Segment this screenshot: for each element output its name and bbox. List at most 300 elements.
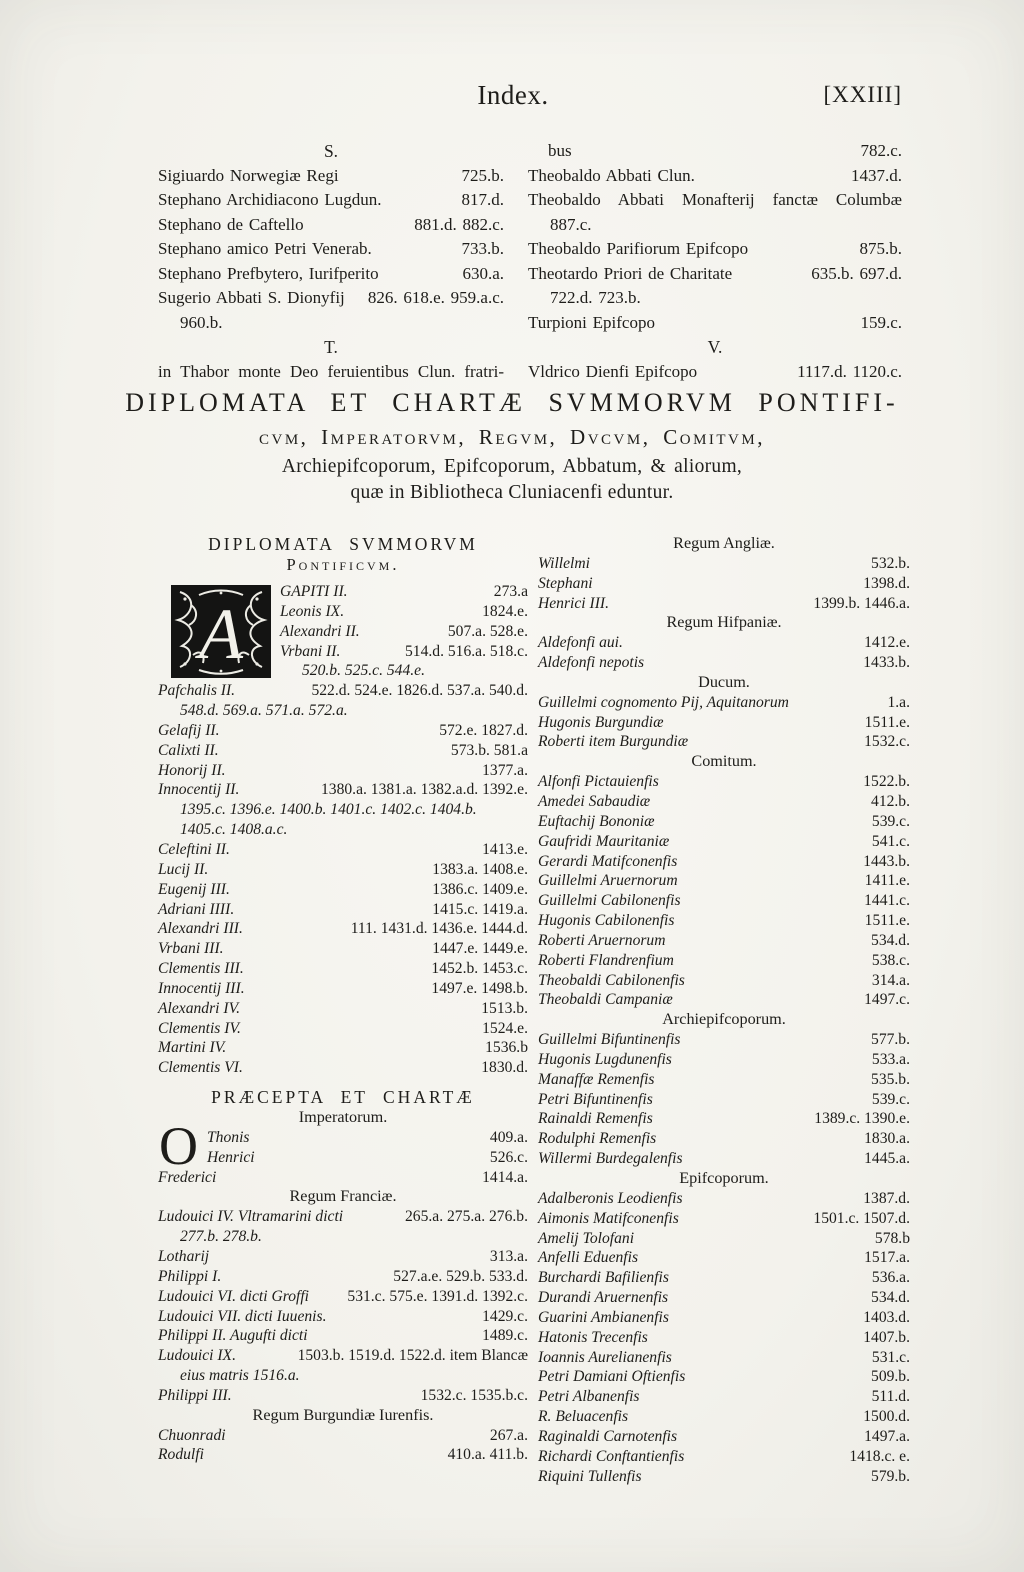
entry-refs: 314.a. — [871, 971, 910, 989]
index-entry — [538, 1387, 910, 1407]
entry-refs: 1501.c. 1507.d. — [813, 1209, 910, 1227]
entry-refs: 1.a. — [887, 693, 910, 711]
index-entry — [158, 286, 504, 311]
entry-name: Vrbani III. — [158, 940, 224, 958]
entry-refs: 1117.d. 1120.c. — [797, 361, 902, 381]
entry-refs: 875.b. — [859, 239, 902, 258]
index-entry — [538, 633, 910, 653]
entry-name: Hugonis Lugdunenfis — [538, 1050, 672, 1068]
entry-name: Amedei Sabaudiæ — [538, 792, 651, 810]
top-index-right-column — [528, 139, 902, 384]
index-entry — [538, 1209, 910, 1229]
index-entry — [538, 554, 910, 574]
entry-name: Guillelmi Bifuntinenfis — [538, 1031, 681, 1049]
entry-name: Petri Damiani Oftienfis — [538, 1368, 686, 1386]
index-entry — [158, 237, 504, 262]
entry-name: Stephano de Caftello — [158, 214, 304, 234]
entry-name: Ludouici IV. Vltramarini dicti — [158, 1208, 344, 1226]
entry-name: Henrici III. — [538, 594, 610, 612]
entry-name: Turpioni Epifcopo — [528, 312, 655, 332]
entry-name: Alexandri IV. — [158, 999, 240, 1017]
group-heading: Ducum. — [698, 672, 750, 691]
entry-refs: 273.a — [493, 583, 528, 600]
index-entry — [158, 1019, 528, 1039]
entry-name: Ludouici VI. dicti Groffi — [158, 1287, 310, 1305]
entry-refs: 1536.b — [485, 1039, 528, 1057]
index-entry — [538, 931, 910, 951]
entry-name: Hatonis Trecenfis — [538, 1328, 648, 1346]
entry-continuation-text: 277.b. 278.b. — [180, 1228, 262, 1246]
entry-refs: 509.b. — [871, 1368, 910, 1386]
entry-refs: 817.d. — [461, 190, 504, 209]
top-index-section — [158, 139, 902, 384]
index-entry — [158, 1287, 528, 1307]
entry-name: Roberti Flandrenfium — [538, 951, 674, 969]
entry-refs: 532.b. — [871, 554, 910, 572]
entry-name: Martini IV. — [158, 1039, 227, 1057]
entry-continuation-line — [528, 213, 902, 238]
entry-refs: 1387.d. — [863, 1189, 910, 1207]
entry-refs: 539.c. — [871, 1090, 910, 1108]
index-entry — [538, 951, 910, 971]
large-initial-block — [158, 1128, 528, 1168]
entry-continuation-text: 960.b. — [180, 312, 223, 332]
entry-refs: 538.c. — [871, 951, 910, 969]
entry-refs: 1511.e. — [864, 912, 910, 930]
entry-refs: 1399.b. 1446.a. — [813, 594, 910, 612]
index-entry — [538, 1407, 910, 1427]
entry-refs: 881.d. 882.c. — [414, 214, 504, 234]
index-entry — [158, 1207, 528, 1227]
entry-name: Chuonradi — [158, 1426, 226, 1444]
entry-name: Richardi Conftantienfis — [538, 1447, 685, 1465]
entry-name: Eugenij III. — [158, 880, 230, 898]
entry-name: Philippi III. — [158, 1386, 232, 1404]
index-entry — [158, 840, 528, 860]
entry-continuation-text: 887.c. — [550, 214, 592, 234]
index-entry — [538, 852, 910, 872]
entry-refs: 1500.d. — [863, 1408, 910, 1426]
entry-name: Euftachij Bononiæ — [538, 812, 655, 830]
ornate-initial-block — [158, 582, 528, 681]
entry-refs: 514.d. 516.a. 518.c. — [405, 642, 528, 660]
main-heading-line-2: cvm, Imperatorvm, Regvm, Dvcvm, Comitvm, — [259, 425, 765, 449]
section-heading: DIPLOMATA SVMMORVM — [208, 534, 478, 554]
entry-refs: 1513.b. — [481, 999, 528, 1017]
entry-name: Hugonis Burgundiæ — [538, 713, 664, 731]
alphabet-section-letter: S. — [323, 141, 339, 161]
entry-name: Celeftini II. — [158, 840, 230, 858]
index-entry — [538, 1268, 910, 1288]
group-heading: Comitum. — [691, 752, 757, 771]
entry-name: Riquini Tullenfis — [538, 1467, 642, 1485]
entry-name: Honorij II. — [158, 761, 226, 779]
entry-refs: 1497.c. — [864, 991, 910, 1009]
entry-refs: 159.c. — [860, 312, 902, 332]
entry-name: Stephano amico Petri Venerab. — [158, 239, 372, 258]
catalog-right-column — [538, 534, 910, 1487]
index-entry — [538, 1129, 910, 1149]
main-heading-line-3: Archiepifcoporum, Epifcoporum, Abbatum, & aliorum, — [281, 456, 743, 477]
page-number: [XXIII] — [823, 82, 902, 107]
entry-refs: 313.a. — [489, 1248, 528, 1265]
index-entry — [528, 360, 902, 385]
entry-continuation-line — [158, 800, 528, 820]
entry-name: Innocentij II. — [158, 781, 240, 799]
entry-refs: 1377.a. — [482, 761, 528, 779]
entry-name: Gelafij II. — [158, 721, 220, 739]
entry-name: Clementis III. — [158, 960, 244, 978]
entry-name: Lucij II. — [158, 860, 209, 878]
index-entry — [538, 1030, 910, 1050]
index-entry — [158, 164, 504, 189]
index-entry — [538, 1367, 910, 1387]
entry-refs: 1380.a. 1381.a. 1382.a.d. 1392.e. — [320, 781, 528, 799]
group-heading: Epifcoporum. — [679, 1169, 769, 1187]
index-entry — [538, 911, 910, 931]
index-entry — [158, 1445, 528, 1465]
index-entry — [528, 311, 902, 336]
entry-refs: 1411.e. — [864, 872, 910, 890]
entry-name: Theobaldo Parifiorum Epifcopo — [528, 239, 749, 258]
index-entry — [538, 990, 910, 1010]
index-entry — [538, 1229, 910, 1249]
index-entry — [158, 1426, 528, 1446]
entry-refs: 1414.a. — [482, 1168, 528, 1186]
entry-refs: 1517.a. — [864, 1249, 910, 1267]
main-heading-line-4: quæ in Bibliotheca Cluniacenfi eduntur. — [350, 482, 674, 503]
entry-name: Manaffæ Remenfis — [538, 1070, 655, 1088]
index-entry — [538, 1050, 910, 1070]
index-entry — [538, 891, 910, 911]
index-entry — [158, 780, 528, 800]
index-entry — [207, 1148, 528, 1168]
entry-name: Pafchalis II. — [158, 682, 236, 700]
entry-name: Aimonis Matifconenfis — [538, 1209, 679, 1227]
entry-refs: 1447.e. 1449.e. — [432, 940, 528, 958]
index-entry — [158, 721, 528, 741]
entry-refs: 1418.c. e. — [849, 1447, 910, 1465]
entry-refs: 527.a.e. 529.b. 533.d. — [393, 1267, 528, 1285]
entry-refs: 1443.b. — [863, 852, 910, 870]
index-entry — [528, 139, 902, 164]
entry-name: Lotharij — [158, 1248, 210, 1265]
index-entry — [158, 761, 528, 781]
entry-refs: 511.d. — [871, 1388, 910, 1406]
index-entry — [528, 237, 902, 262]
entry-refs: 1532.c. 1535.b.c. — [420, 1386, 528, 1404]
entry-refs: 1489.c. — [482, 1327, 528, 1345]
index-entry — [158, 939, 528, 959]
entry-name: Vldrico Dienfi Epifcopo — [528, 361, 698, 381]
entry-name: Amelij Tolofani — [538, 1229, 635, 1247]
index-entry — [538, 812, 910, 832]
entry-continuation-line — [158, 820, 528, 840]
entry-refs: 1398.d. — [863, 574, 910, 592]
index-entry-full-line: in Thabor monte Deo feruientibus Clun. fratri- — [158, 361, 504, 381]
entry-name: Calixti II. — [158, 741, 219, 759]
index-entry — [158, 1038, 528, 1058]
entry-refs: 534.d. — [871, 1289, 910, 1307]
entry-refs: 526.c. — [489, 1148, 528, 1166]
entry-name: bus — [548, 141, 572, 160]
entry-name: Theobaldi Campaniæ — [538, 991, 673, 1009]
index-entry — [158, 979, 528, 999]
entry-continuation-text: 520.b. 525.c. 544.e. — [302, 662, 425, 680]
index-entry — [538, 792, 910, 812]
entry-name: Vrbani II. — [280, 642, 341, 660]
index-entry — [538, 1308, 910, 1328]
entry-continuation-text: eius matris 1516.a. — [180, 1367, 300, 1385]
entry-continuation-line — [158, 311, 504, 336]
index-entry — [158, 1058, 528, 1078]
index-entry — [538, 832, 910, 852]
index-entry — [528, 262, 902, 287]
index-entry — [538, 1109, 910, 1129]
catalog-section — [158, 534, 910, 1487]
entry-refs: 579.b. — [871, 1467, 910, 1485]
entry-name: Henrici — [207, 1148, 255, 1166]
entry-refs: 1830.a. — [864, 1130, 910, 1148]
index-entry — [158, 1386, 528, 1406]
entry-continuation-line — [280, 661, 528, 681]
index-entry — [538, 713, 910, 733]
entry-continuation-text: 722.d. 723.b. — [550, 288, 641, 307]
index-entry — [280, 582, 528, 602]
entry-continuation-text: 1405.c. 1408.a.c. — [180, 821, 288, 839]
entry-name: Sigiuardo Norwegiæ Regi — [158, 165, 339, 185]
entry-name: Stephani — [538, 574, 593, 592]
index-entry — [158, 262, 504, 287]
entry-name: Frederici — [158, 1168, 217, 1186]
section-heading: PRÆCEPTA ET CHARTÆ — [211, 1087, 475, 1108]
entry-name: Alfonfi Pictauienfis — [538, 773, 659, 791]
entry-refs: 630.a. — [462, 263, 504, 283]
entry-refs: 1511.e. — [864, 713, 910, 731]
index-entry — [538, 1427, 910, 1447]
entry-refs: 1437.d. — [851, 165, 902, 185]
entry-name: Aldefonfi nepotis — [538, 654, 645, 672]
entry-name: GAPITI II. — [280, 583, 348, 600]
entry-refs: 522.d. 524.e. 1826.d. 537.a. 540.d. — [311, 682, 528, 700]
group-heading: Regum Franciæ. — [289, 1187, 397, 1206]
entry-name: Willelmi — [538, 554, 590, 572]
entry-refs: 782.c. — [860, 141, 902, 160]
index-entry — [158, 959, 528, 979]
entry-refs: 1830.d. — [481, 1059, 528, 1077]
entry-name: Gaufridi Mauritaniæ — [538, 832, 670, 850]
entry-refs: 1497.e. 1498.b. — [431, 979, 528, 997]
index-entry — [538, 1288, 910, 1308]
entry-name: Clementis VI. — [158, 1059, 243, 1077]
index-entry — [538, 871, 910, 891]
catalog-left-column — [158, 534, 528, 1487]
entry-refs: 111. 1431.d. 1436.e. 1444.d. — [350, 920, 528, 938]
entry-name: Rainaldi Remenfis — [538, 1110, 653, 1128]
group-heading: Regum Angliæ. — [673, 534, 775, 552]
index-entry — [538, 693, 910, 713]
entry-name: Ioannis Aurelianenfis — [538, 1348, 672, 1366]
entry-continuation-text: 548.d. 569.a. 571.a. 572.a. — [180, 702, 348, 720]
entry-refs: 635.b. 697.d. — [811, 263, 902, 283]
entry-name: Stephano Prefbytero, Iurifperito — [158, 263, 379, 283]
section-subheading: Pontificvm. — [286, 555, 400, 574]
entry-continuation-line — [158, 1227, 528, 1247]
entry-refs: 265.a. 275.a. 276.b. — [405, 1208, 528, 1226]
index-entry — [158, 1326, 528, 1346]
entry-refs: 531.c. — [871, 1348, 910, 1366]
main-heading — [100, 388, 924, 504]
entry-refs: 1452.b. 1453.c. — [431, 960, 528, 978]
entry-name: Guillelmi cognomento Pij, Aquitanorum — [538, 693, 789, 711]
entry-refs: 1413.e. — [482, 840, 528, 858]
index-entry — [538, 732, 910, 752]
index-entry — [538, 1070, 910, 1090]
entry-name: Theotardo Priori de Charitate — [528, 263, 733, 283]
alphabet-section-letter: V. — [707, 337, 723, 357]
entry-refs: 1407.b. — [863, 1328, 910, 1346]
index-entry — [158, 1307, 528, 1327]
entry-name: R. Beluacenfis — [538, 1408, 629, 1426]
entry-name: Theobaldi Cabilonenfis — [538, 971, 685, 989]
index-entry — [158, 900, 528, 920]
entry-refs: 1497.a. — [864, 1427, 910, 1445]
index-entry — [538, 653, 910, 673]
entry-continuation-line — [158, 1366, 528, 1386]
entry-refs: 507.a. 528.e. — [447, 622, 528, 640]
index-entry — [280, 622, 528, 642]
entry-refs: 1403.d. — [863, 1308, 910, 1326]
initial-letter-O: O — [159, 1127, 198, 1168]
entry-name: Rodulphi Remenfis — [538, 1130, 657, 1148]
index-entry — [158, 741, 528, 761]
index-entry — [280, 642, 528, 662]
index-entry — [538, 594, 910, 614]
entry-name: Durandi Aruernenfis — [538, 1289, 669, 1307]
entry-refs: 1383.a. 1408.e. — [432, 860, 528, 878]
index-entry — [538, 971, 910, 991]
index-entry — [158, 1168, 528, 1188]
index-entry — [538, 1149, 910, 1169]
entry-name: Philippi I. — [158, 1267, 222, 1285]
entry-refs: 1386.c. 1409.e. — [432, 880, 528, 898]
entry-refs: 573.b. 581.a — [450, 741, 528, 759]
entry-continuation-line — [158, 701, 528, 721]
entry-refs: 409.a. — [489, 1128, 528, 1146]
entry-refs: 733.b. — [461, 239, 504, 258]
index-entry — [538, 574, 910, 594]
entry-refs: 1445.a. — [864, 1150, 910, 1168]
entry-name: Rodulfi — [158, 1446, 204, 1464]
index-entry — [158, 188, 504, 213]
page-title: Index. — [477, 80, 549, 110]
index-entry — [538, 1248, 910, 1268]
entry-name: Gerardi Matifconenfis — [538, 852, 678, 870]
entry-refs: 1412.e. — [864, 634, 910, 652]
entry-refs: 1429.c. — [482, 1307, 528, 1325]
group-heading: Regum Burgundiæ Iurenfis. — [252, 1405, 434, 1424]
group-heading: Archiepifcoporum. — [662, 1010, 786, 1029]
entry-name: Alexandri III. — [158, 920, 243, 938]
entry-name: Roberti item Burgundiæ — [538, 733, 689, 751]
index-entry — [538, 1348, 910, 1368]
entry-refs: 1503.b. 1519.d. 1522.d. item Blancæ — [297, 1347, 528, 1365]
entry-name: Petri Albanenfis — [538, 1388, 640, 1406]
entry-refs: 539.c. — [871, 812, 910, 830]
entry-name: Burchardi Bafilienfis — [538, 1269, 669, 1287]
initial-letter-A: A — [199, 594, 243, 674]
entry-refs: 1524.e. — [482, 1019, 528, 1037]
entry-name: Thonis — [207, 1128, 250, 1146]
index-entry — [207, 1128, 528, 1148]
entry-continuation-line — [528, 286, 902, 311]
entry-refs: 412.b. — [871, 792, 910, 810]
entry-name: Roberti Aruernorum — [538, 931, 666, 949]
index-entry — [158, 1247, 528, 1267]
entry-refs: 1415.c. 1419.a. — [432, 900, 528, 918]
index-entry — [158, 880, 528, 900]
index-entry-full-line: Theobaldo Abbati Monafterij fanctæ Columbæ — [528, 190, 902, 209]
entry-name: Stephano Archidiacono Lugdun. — [158, 190, 382, 209]
entry-name: Hugonis Cabilonenfis — [538, 912, 675, 930]
entry-refs: 535.b. — [871, 1070, 910, 1088]
entry-name: Ludouici IX. — [158, 1347, 236, 1365]
entry-refs: 578.b — [874, 1229, 910, 1247]
entry-refs: 1433.b. — [863, 654, 910, 672]
index-entry — [538, 1328, 910, 1348]
entry-name: Adalberonis Leodienfis — [538, 1189, 683, 1207]
index-entry — [158, 1267, 528, 1287]
index-entry — [538, 1090, 910, 1110]
index-entry — [158, 919, 528, 939]
index-entry — [280, 602, 528, 622]
entry-refs: 1824.e. — [482, 602, 528, 620]
entry-name: Anfelli Eduenfis — [538, 1249, 639, 1267]
entry-refs: 410.a. 411.b. — [447, 1446, 528, 1464]
entry-refs: 826. 618.e. 959.a.c. — [367, 288, 504, 307]
main-heading-line-1: DIPLOMATA ET CHARTÆ SVMMORVM PONTIFI- — [125, 388, 899, 417]
entry-refs: 725.b. — [461, 165, 504, 185]
index-entry — [158, 999, 528, 1019]
index-entry — [158, 213, 504, 238]
entry-refs: 1389.c. 1390.e. — [814, 1110, 910, 1128]
entry-refs: 531.c. 575.e. 1391.d. 1392.c. — [347, 1287, 528, 1305]
alphabet-section-letter: T. — [324, 337, 338, 357]
entry-refs: 541.c. — [871, 832, 910, 850]
entry-continuation-text: 1395.c. 1396.e. 1400.b. 1401.c. 1402.c. 1404.b. — [180, 801, 477, 819]
entry-name: Philippi II. Augufti dicti — [158, 1327, 308, 1345]
entry-name: Guillelmi Cabilonenfis — [538, 892, 681, 910]
entry-name: Raginaldi Carnotenfis — [538, 1427, 678, 1445]
entry-name: Aldefonfi aui. — [538, 634, 623, 652]
index-entry — [538, 772, 910, 792]
entry-name: Adriani IIII. — [158, 900, 235, 918]
entry-refs: 534.d. — [871, 931, 910, 949]
index-entry — [158, 681, 528, 701]
entry-refs: 267.a. — [489, 1426, 528, 1444]
ornate-initial-woodcut — [171, 585, 271, 678]
index-entry — [158, 1346, 528, 1366]
entry-refs: 536.a. — [871, 1269, 910, 1287]
group-heading: Regum Hifpaniæ. — [666, 613, 782, 632]
entry-name: Alexandri II. — [280, 622, 360, 640]
entry-refs: 1532.c. — [864, 733, 910, 751]
entry-name: Guillelmi Aruernorum — [538, 872, 678, 890]
index-entry — [538, 1467, 910, 1487]
entry-name: Clementis IV. — [158, 1019, 241, 1037]
entry-refs: 1522.b. — [863, 773, 910, 791]
index-entry — [528, 164, 902, 189]
